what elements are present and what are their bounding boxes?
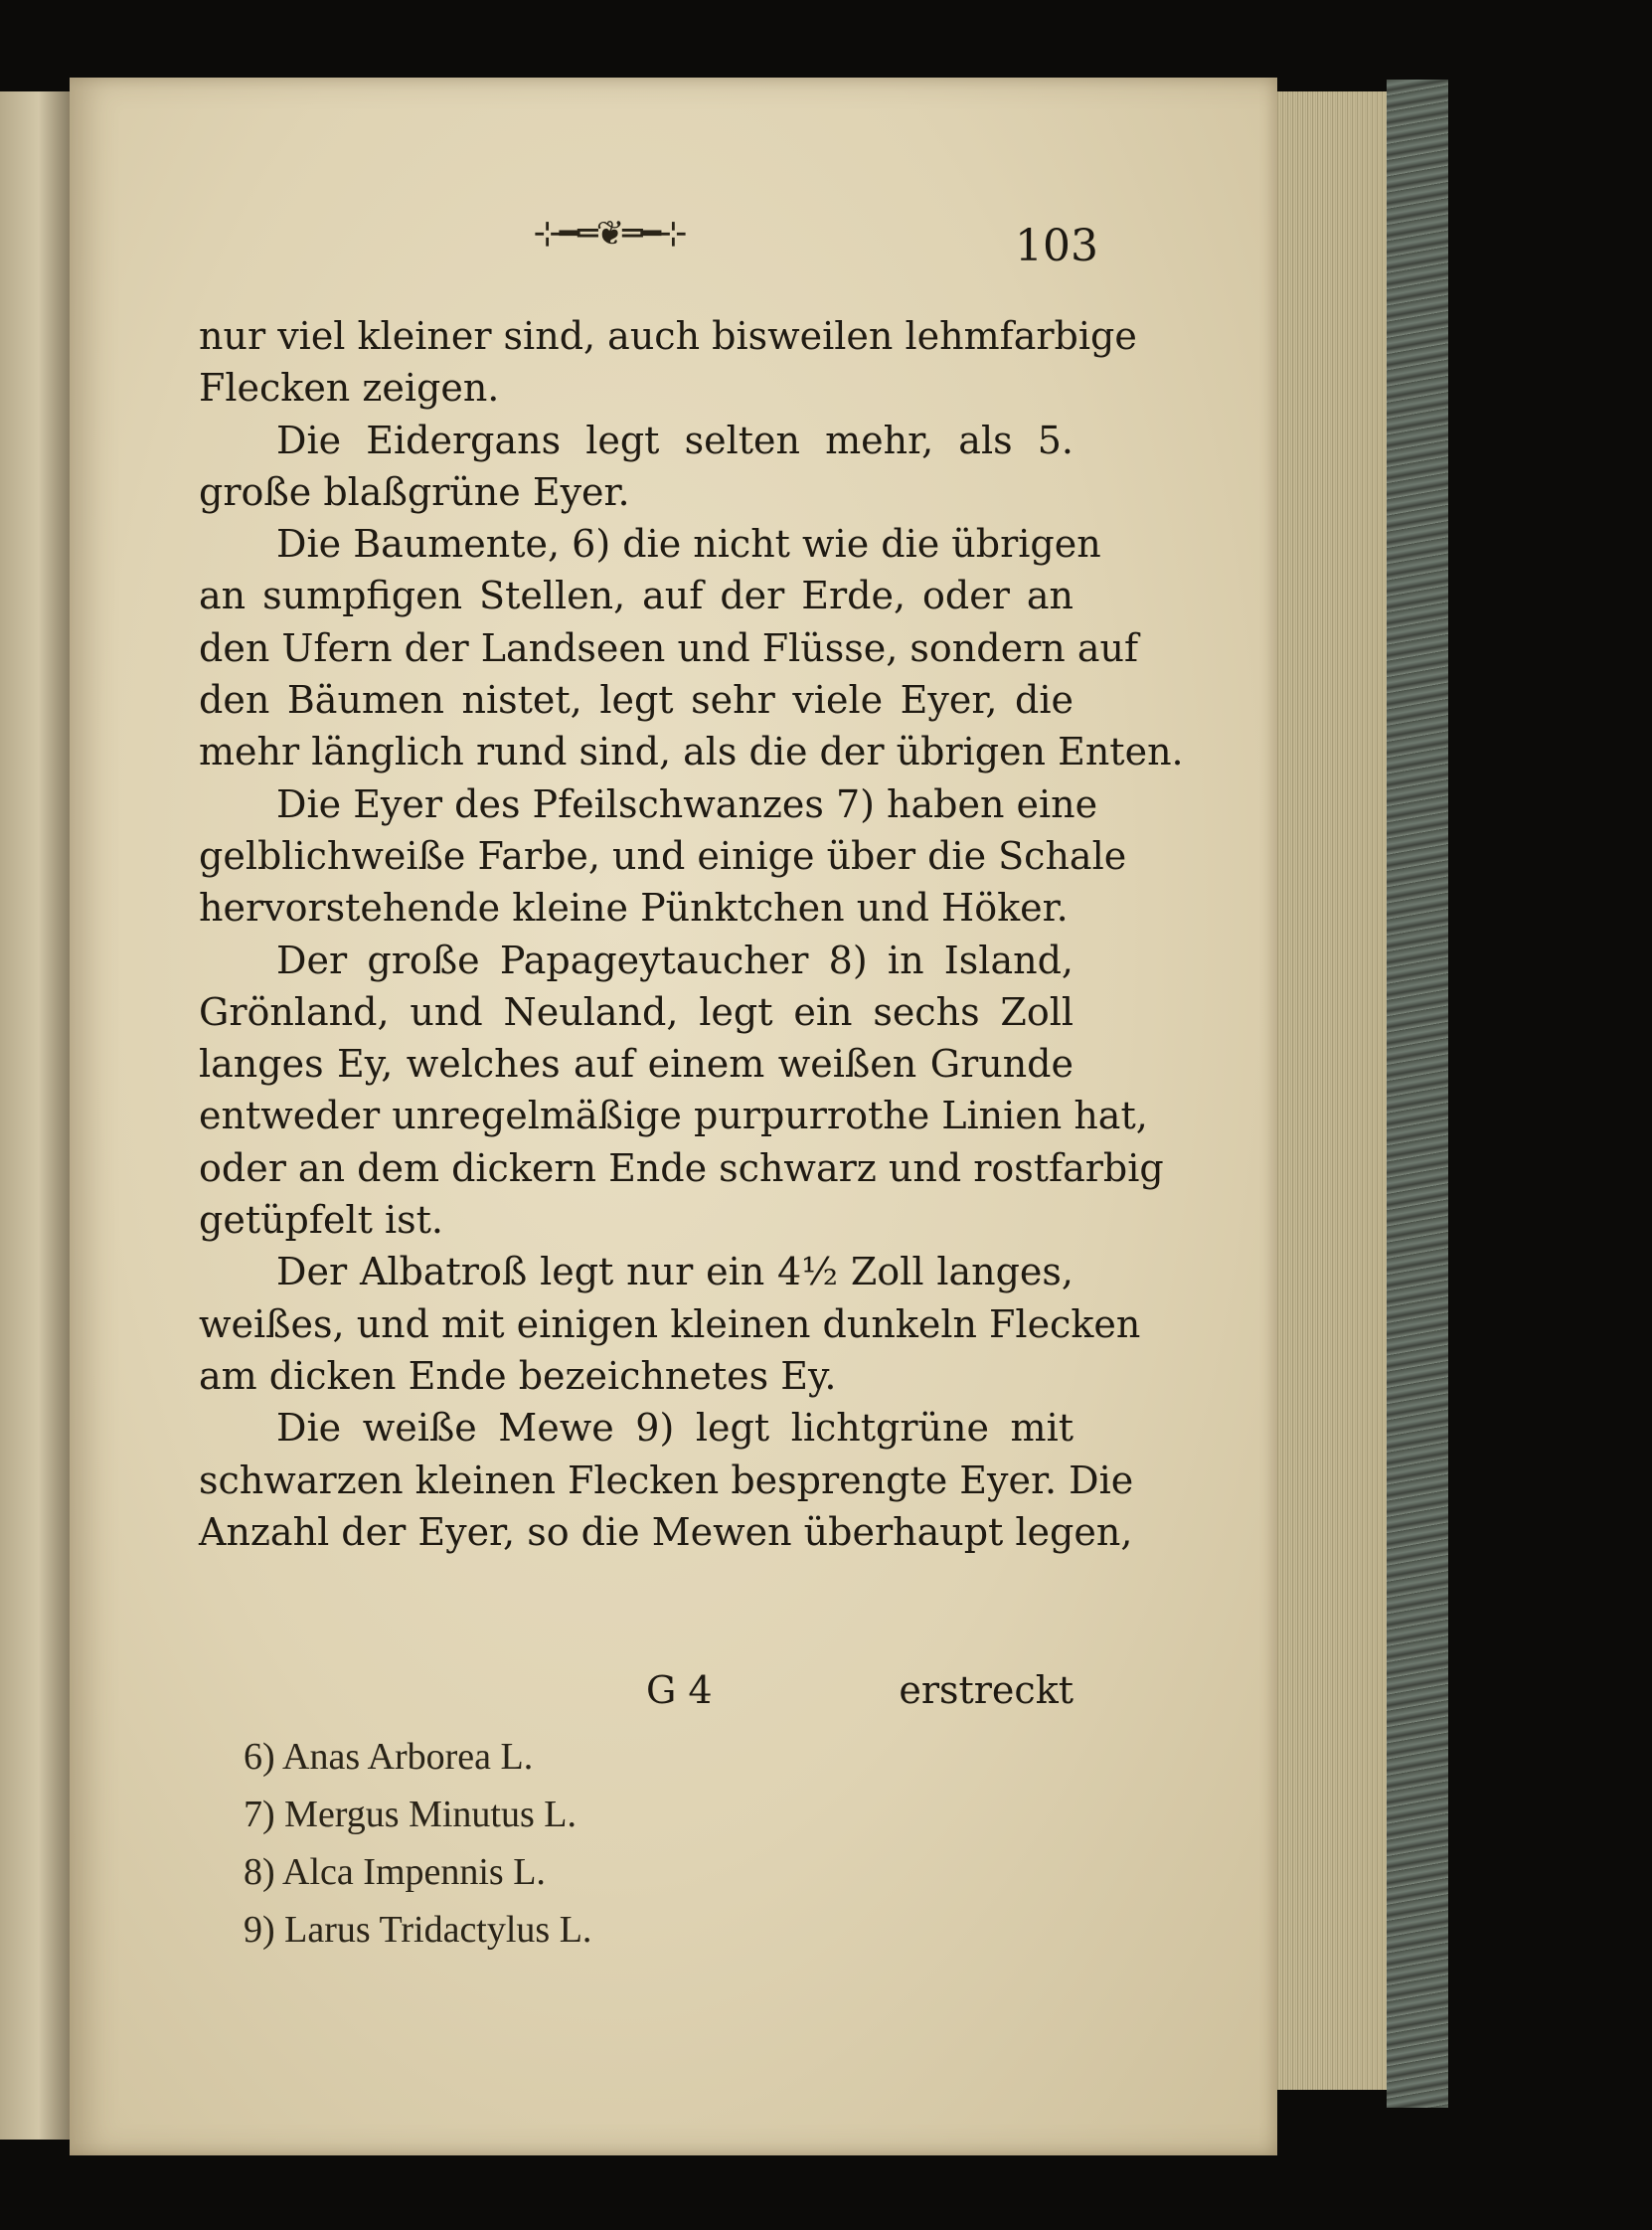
text-line: langes Ey, welches auf einem weißen Grunde [199,1042,1074,1087]
text-line: am dicken Ende bezeichnetes Ey. [199,1353,837,1398]
text-line: Die Eidergans legt selten mehr, als 5. [276,418,1074,462]
marbled-cover [1387,80,1448,2108]
text-line: große blaßgrüne Eyer. [199,469,630,514]
header-ornament: ⊹━═❦═━⊹ [533,214,686,254]
text-line: mehr länglich rund sind, als die der übrigen Enten. [199,730,1184,774]
text-line: Die weiße Mewe 9) legt lichtgrüne mit [276,1406,1074,1451]
text-line: Die Eyer des Pfeilschwanzes 7) haben eine [276,781,1098,826]
footnote: 9) Larus Tridactylus L. [244,1909,592,1951]
text-line: Grönland, und Neuland, legt ein sechs Zoll [199,989,1074,1034]
text-line: nur viel kleiner sind, auch bisweilen lehmfarbige [199,314,1137,358]
text-line: schwarzen kleinen Flecken besprengte Eyer. Die [199,1458,1134,1502]
text-line: Flecken zeigen. [199,366,500,411]
text-line: Anzahl der Eyer, so die Mewen überhaupt legen, [199,1509,1133,1554]
footnote: 7) Mergus Minutus L. [244,1794,577,1835]
text-line: an sumpfigen Stellen, auf der Erde, oder an [199,574,1074,618]
text-line: hervorstehende kleine Pünktchen und Höker. [199,886,1069,931]
text-line: oder an dem dickern Ende schwarz und rostfarbig [199,1145,1164,1190]
text-line: entweder unregelmäßige purpurrothe Linien hat, [199,1094,1148,1138]
signature-mark: G 4 [646,1668,713,1712]
footnote: 6) Anas Arborea L. [244,1736,534,1778]
text-line: gelblichweiße Farbe, und einige über die Schale [199,833,1127,878]
footnote: 8) Alca Impennis L. [244,1851,546,1893]
catchword: erstreckt [899,1668,1074,1712]
catchline [646,1668,1074,1712]
page-block-edges [1277,91,1397,2090]
text-line: Der große Papageytaucher 8) in Island, [276,938,1074,982]
facing-page-edge [0,91,70,2140]
page-number: 103 [1015,221,1098,271]
text-line: getüpfelt ist. [199,1198,443,1243]
text-line: den Bäumen nistet, legt sehr viele Eyer, die [199,678,1074,723]
footnotes [244,1728,840,1959]
text-line: den Ufern der Landseen und Flüsse, sondern auf [199,625,1139,670]
text-line: Die Baumente, 6) die nicht wie die übrigen [276,522,1101,567]
text-line: Der Albatroß legt nur ein 4½ Zoll langes, [276,1250,1074,1294]
text-line: weißes, und mit einigen kleinen dunkeln Flecken [199,1301,1141,1346]
body-text [199,310,1184,1558]
